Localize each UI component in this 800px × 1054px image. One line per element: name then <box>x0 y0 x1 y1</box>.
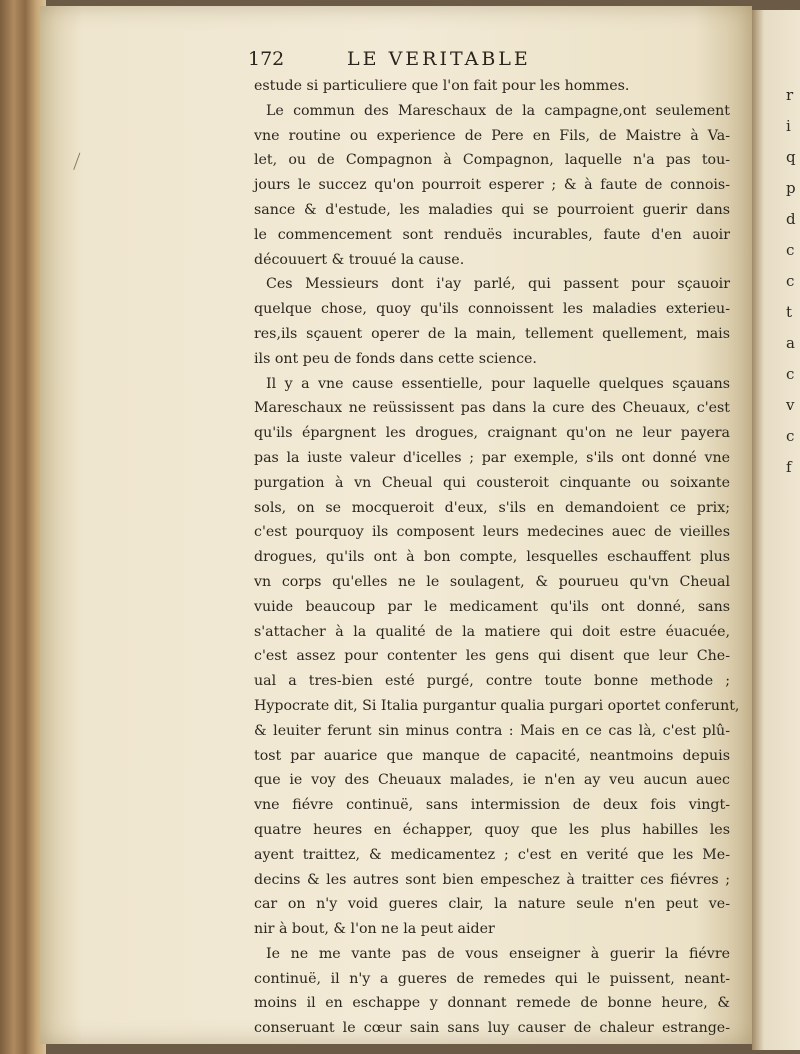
facing-page-letter: c <box>786 427 795 445</box>
text-line: ayent traittez, & medicamentez ; c'est en verité que les Me- <box>254 846 730 863</box>
text-line: purgation à vn Cheual qui cousteroit cinquante ou soixante <box>254 474 730 491</box>
text-line: continuë, il n'y a gueres de remedes qui le puissent, neant- <box>254 970 730 987</box>
body-text <box>254 74 740 1041</box>
facing-page-letter: r <box>786 86 794 104</box>
facing-page-letter: c <box>786 365 795 383</box>
text-line: qu'ils épargnent les drogues, craignant qu'on ne leur payera <box>254 425 730 442</box>
text-line: nir à bout, & l'on ne la peut aider <box>254 921 495 938</box>
facing-page-letter: a <box>786 334 795 352</box>
facing-page-letter: c <box>786 241 795 259</box>
text-line: c'est assez pour contenter les gens qui disent que leur Che- <box>254 648 730 665</box>
page-number: 172 <box>248 48 285 70</box>
text-line: conseruant le cœur sain sans luy causer de chaleur estrange- <box>254 1020 730 1037</box>
text-line: vne fiévre continuë, sans intermission de deux fois vingt- <box>254 797 730 814</box>
text-line: Ie ne me vante pas de vous enseigner à guerir la fiévre <box>266 945 730 962</box>
text-line: c'est pourquoy ils composent leurs medecines auec de vieilles <box>254 524 730 541</box>
text-line: vn corps qu'elles ne le soulagent, & pourueu qu'vn Cheual <box>254 573 730 590</box>
facing-page-letter: d <box>786 210 796 228</box>
text-line: quatre heures en échapper, quoy que les plus habilles les <box>254 821 730 838</box>
text-line: let, ou de Compagnon à Compagnon, laquelle n'a pas tou- <box>254 152 730 169</box>
text-line: quelque chose, quoy qu'ils connoissent les maladies exterieu- <box>254 301 730 318</box>
text-line: decins & les autres sont bien empeschez à traitter ces fiévres ; <box>254 871 730 888</box>
text-line: res,ils sçauent operer de la main, tellement quellement, mais <box>254 325 730 342</box>
text-line: sance & d'estude, les maladies qui se pourroient guerir dans <box>254 201 730 218</box>
text-line: Le commun des Mareschaux de la campagne,ont seulement <box>266 102 730 119</box>
facing-page-letter: v <box>786 396 795 414</box>
text-line: ual a tres-bien esté purgé, contre toute bonne methode ; <box>254 673 730 690</box>
text-line: sols, on se mocqueroit d'eux, s'ils en demandoient ce prix; <box>254 499 730 516</box>
text-line: Il y a vne cause essentielle, pour laquelle quelques sçauans <box>266 375 730 392</box>
text-line: vuide beaucoup par le medicament qu'ils ont donné, sans <box>254 598 730 615</box>
running-title: LE VERITABLE <box>347 48 531 70</box>
facing-page-letters <box>786 80 800 476</box>
text-line: jours le succez qu'on pourroit esperer ; & à faute de connois- <box>254 177 730 194</box>
text-line: tost par auarice que manque de capacité, neantmoins depuis <box>254 747 730 764</box>
text-line: Mareschaux ne reüssissent pas dans la cure des Cheuaux, c'est <box>254 400 730 417</box>
text-line: car on n'y void gueres clair, la nature seule n'en peut ve- <box>254 896 730 913</box>
text-line: Hypocrate dit, Si Italia purgantur qualia purgari oportet conferunt, <box>254 697 740 714</box>
text-line: moins il en eschappe y donnant remede de bonne heure, & <box>254 995 730 1012</box>
text-line: Ces Messieurs dont i'ay parlé, qui passent pour sçauoir <box>266 276 730 293</box>
text-line: le commencement sont renduës incurables, faute d'en auoir <box>254 226 730 243</box>
text-line: découuert & trouué la cause. <box>254 251 465 268</box>
facing-page-letter: t <box>786 303 793 321</box>
facing-page-letter: i <box>786 117 791 135</box>
text-line: drogues, qu'ils ont à bon compte, lesquelles eschauffent plus <box>254 549 730 566</box>
text-line: s'attacher à la qualité de la matiere qui doit estre éuacuée, <box>254 623 730 640</box>
text-line: ils ont peu de fonds dans cette science. <box>254 350 537 367</box>
text-line: & leuiter ferunt sin minus contra : Mais en ce cas là, c'est plû- <box>254 722 730 739</box>
facing-page-letter: c <box>786 272 795 290</box>
facing-page-letter: p <box>786 179 796 197</box>
page-header <box>248 48 648 70</box>
text-line: pas la iuste valeur d'icelles ; par exemple, s'ils ont donné vne <box>254 449 730 466</box>
facing-page-letter: f <box>786 458 792 476</box>
text-line: que ie voy des Cheuaux malades, ie n'en ay veu aucun auec <box>254 772 730 789</box>
facing-page-letter: q <box>786 148 796 166</box>
text-line: estude si particuliere que l'on fait pour les hommes. <box>254 78 630 94</box>
text-line: vne routine ou experience de Pere en Fils, de Maistre à Va- <box>254 127 730 144</box>
